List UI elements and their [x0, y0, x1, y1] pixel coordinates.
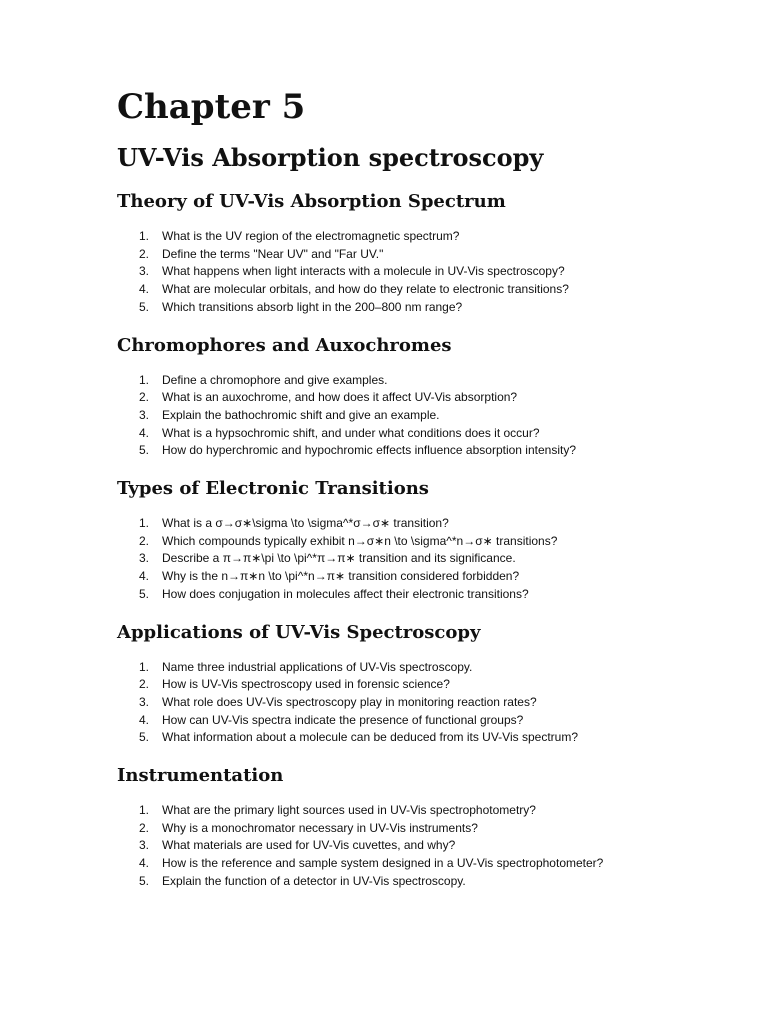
section-transitions	[117, 477, 717, 604]
section-applications	[117, 621, 717, 748]
list-number: 5.	[139, 873, 150, 888]
list-number: 3.	[139, 407, 150, 422]
question-text: What is a hypsochromic shift, and under what conditions does it occur?	[162, 425, 540, 440]
question-text: How is UV-Vis spectroscopy used in forensic science?	[162, 677, 450, 692]
list-item	[117, 407, 717, 425]
list-number: 4.	[139, 282, 150, 297]
question-text: What role does UV-Vis spectroscopy play in monitoring reaction rates?	[162, 694, 537, 709]
question-text: Explain the function of a detector in UV-Vis spectroscopy.	[162, 873, 466, 888]
list-number: 5.	[139, 299, 150, 314]
list-item	[117, 855, 717, 873]
document-subtitle: UV-Vis Absorption spectroscopy	[117, 143, 544, 172]
list-number: 1.	[139, 516, 150, 531]
question-text: How does conjugation in molecules affect their electronic transitions?	[162, 586, 529, 601]
list-number: 2.	[139, 246, 150, 261]
list-item	[117, 820, 717, 838]
list-item	[117, 263, 717, 281]
list-item	[117, 873, 717, 891]
question-text: How is the reference and sample system designed in a UV-Vis spectrophotometer?	[162, 856, 604, 871]
section-heading: Applications of UV-Vis Spectroscopy	[117, 621, 481, 643]
list-number: 1.	[139, 229, 150, 243]
question-text: What are the primary light sources used in UV-Vis spectrophotometry?	[162, 803, 536, 818]
question-text: How can UV-Vis spectra indicate the presence of functional groups?	[162, 712, 524, 727]
list-item	[117, 299, 717, 317]
list-item	[117, 676, 717, 694]
section-heading: Chromophores and Auxochromes	[117, 334, 452, 356]
section-chromophores	[117, 334, 717, 461]
list-item	[117, 729, 717, 747]
list-number: 1.	[139, 803, 150, 818]
section-heading: Instrumentation	[117, 765, 284, 787]
list-number: 5.	[139, 586, 150, 601]
question-text: What materials are used for UV-Vis cuvettes, and why?	[162, 838, 456, 853]
section-heading: Types of Electronic Transitions	[117, 478, 429, 500]
question-list	[117, 372, 717, 461]
list-item	[117, 694, 717, 712]
chapter-title: Chapter 5	[117, 87, 306, 127]
list-item	[117, 533, 717, 551]
list-item	[117, 568, 717, 586]
question-text: What happens when light interacts with a molecule in UV-Vis spectroscopy?	[162, 264, 565, 279]
question-list	[117, 659, 717, 748]
list-number: 1.	[139, 372, 150, 387]
list-number: 3.	[139, 694, 150, 709]
section-instrumentation	[117, 764, 717, 891]
question-list	[117, 228, 717, 317]
question-text: What is a σ→σ∗\sigma \to \sigma^*σ→σ∗ transition?	[162, 516, 449, 531]
question-text: What is an auxochrome, and how does it affect UV-Vis absorption?	[162, 390, 518, 405]
list-number: 4.	[139, 856, 150, 871]
list-item	[117, 515, 717, 533]
section-theory	[117, 190, 717, 317]
list-number: 4.	[139, 712, 150, 727]
question-text: Which compounds typically exhibit n→σ∗n \to \sigma^*n→σ∗ transitions?	[162, 533, 558, 548]
list-item	[117, 712, 717, 730]
question-text: Describe a π→π∗\pi \to \pi^*π→π∗ transition and its significance.	[162, 551, 516, 566]
list-number: 3.	[139, 264, 150, 279]
list-item	[117, 228, 717, 246]
list-number: 3.	[139, 838, 150, 853]
list-item	[117, 442, 717, 460]
list-item	[117, 246, 717, 264]
question-text: Which transitions absorb light in the 200–800 nm range?	[162, 299, 463, 314]
list-number: 2.	[139, 533, 150, 548]
list-number: 3.	[139, 551, 150, 566]
question-text: Explain the bathochromic shift and give an example.	[162, 407, 440, 422]
list-number: 1.	[139, 659, 150, 674]
list-number: 5.	[139, 730, 150, 745]
list-item	[117, 659, 717, 677]
list-item	[117, 586, 717, 604]
list-number: 4.	[139, 569, 150, 584]
list-item	[117, 389, 717, 407]
list-item	[117, 837, 717, 855]
list-number: 5.	[139, 443, 150, 458]
question-list	[117, 515, 717, 604]
question-text: Name three industrial applications of UV-Vis spectroscopy.	[162, 659, 473, 674]
list-number: 4.	[139, 425, 150, 440]
list-item	[117, 802, 717, 820]
question-text: Define the terms "Near UV" and "Far UV."	[162, 246, 384, 261]
question-text: Why is a monochromator necessary in UV-Vis instruments?	[162, 820, 478, 835]
list-number: 2.	[139, 677, 150, 692]
document-page	[117, 86, 717, 891]
list-item	[117, 372, 717, 390]
section-heading: Theory of UV-Vis Absorption Spectrum	[117, 191, 506, 212]
question-list	[117, 802, 717, 891]
question-text: What is the UV region of the electromagnetic spectrum?	[162, 229, 460, 243]
question-text: How do hyperchromic and hypochromic effects influence absorption intensity?	[162, 443, 576, 458]
question-text: Define a chromophore and give examples.	[162, 372, 388, 387]
list-number: 2.	[139, 820, 150, 835]
list-item	[117, 425, 717, 443]
list-number: 2.	[139, 390, 150, 405]
list-item	[117, 550, 717, 568]
question-text: What information about a molecule can be deduced from its UV-Vis spectrum?	[162, 730, 578, 745]
question-text: What are molecular orbitals, and how do they relate to electronic transitions?	[162, 282, 569, 297]
question-text: Why is the n→π∗n \to \pi^*n→π∗ transition considered forbidden?	[162, 569, 520, 584]
list-item	[117, 281, 717, 299]
